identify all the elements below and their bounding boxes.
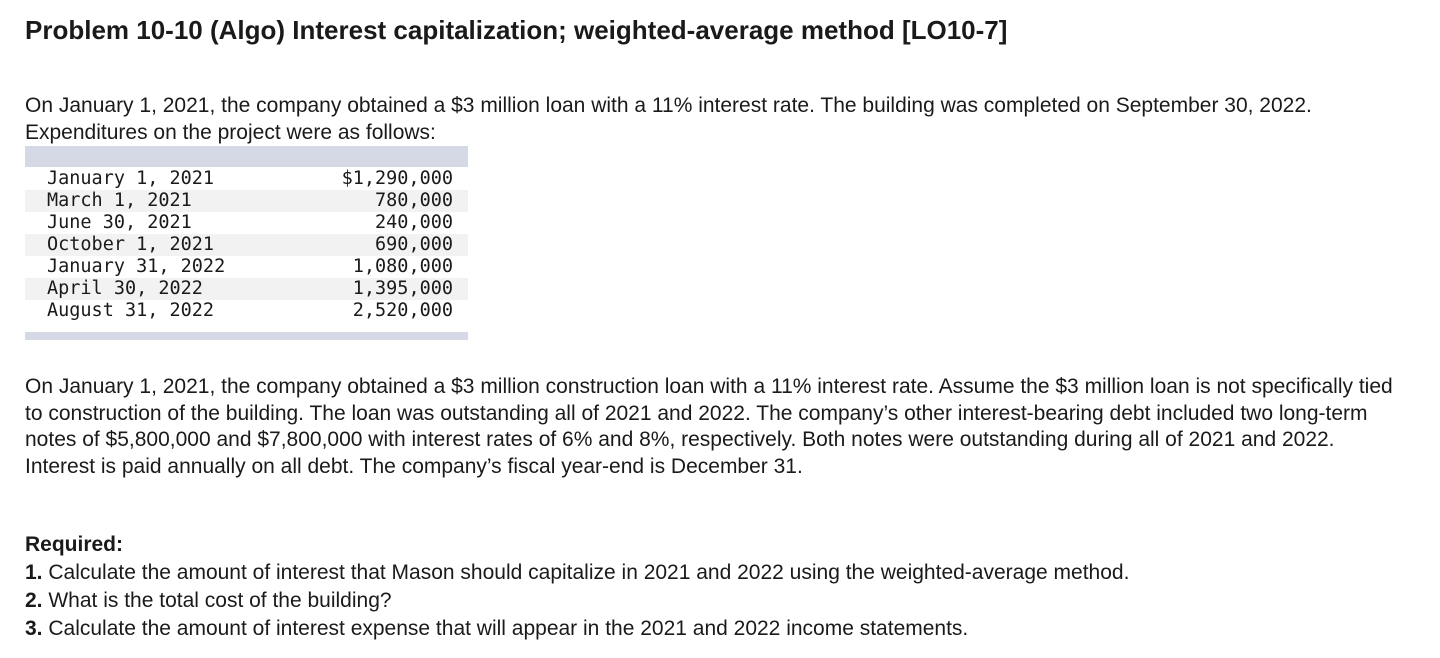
required-item-number: 2. bbox=[25, 589, 43, 612]
expenditure-date: January 1, 2021 bbox=[47, 168, 215, 189]
table-row bbox=[25, 300, 468, 322]
expenditure-amount: 690,000 bbox=[375, 234, 453, 255]
expenditure-amount: 240,000 bbox=[375, 212, 453, 233]
expenditure-date: June 30, 2021 bbox=[47, 212, 192, 233]
expenditure-amount: 780,000 bbox=[375, 190, 453, 211]
expenditure-date: October 1, 2021 bbox=[47, 234, 215, 255]
table-row bbox=[25, 168, 468, 190]
expenditure-date: January 31, 2022 bbox=[47, 256, 226, 277]
intro-paragraph: On January 1, 2021, the company obtained a $3 million loan with a 11% interest rate. The building was completed on September 30, 2022. Expenditures on the project were as follows: bbox=[25, 94, 1312, 144]
table-header-band bbox=[25, 146, 468, 167]
table-row bbox=[25, 212, 468, 234]
expenditures-table bbox=[25, 146, 468, 340]
expenditure-amount: 2,520,000 bbox=[352, 300, 453, 321]
table-row bbox=[25, 234, 468, 256]
expenditure-amount: 1,395,000 bbox=[352, 278, 453, 299]
expenditure-amount: $1,290,000 bbox=[341, 168, 453, 189]
required-heading: Required: bbox=[25, 533, 124, 556]
expenditure-date: March 1, 2021 bbox=[47, 190, 192, 211]
expenditure-amount: 1,080,000 bbox=[352, 256, 453, 277]
table-row bbox=[25, 256, 468, 278]
expenditure-date: August 31, 2022 bbox=[47, 300, 215, 321]
details-paragraph: On January 1, 2021, the company obtained a $3 million construction loan with a 11% interest rate. Assume the $3 million loan is not specifically tied to construction of the building. The loan was outstanding all of 2021 and 2022. The company’s other interest-bearing debt included two long-term notes of $5,800,000 and $7,800,000 with interest rates of 6% and 8%, respectively. Both notes were outstanding during all of 2021 and 2022. Interest is paid annually on all debt. The company’s fiscal year-end is December 31. bbox=[25, 375, 1393, 478]
required-item-text: Calculate the amount of interest expense that will appear in the 2021 and 2022 income statements. bbox=[48, 617, 969, 640]
expenditure-date: April 30, 2022 bbox=[47, 278, 203, 299]
required-item bbox=[25, 559, 1405, 587]
table-row bbox=[25, 278, 468, 300]
table-row bbox=[25, 190, 468, 212]
table-footer-band bbox=[25, 332, 468, 340]
required-item bbox=[25, 587, 1405, 615]
required-item-text: Calculate the amount of interest that Mason should capitalize in 2021 and 2022 using the weighted-average method. bbox=[48, 561, 1130, 584]
required-item-number: 1. bbox=[25, 561, 43, 584]
expenditures-rows bbox=[25, 168, 468, 322]
required-item bbox=[25, 615, 1405, 643]
required-item-text: What is the total cost of the building? bbox=[48, 589, 392, 612]
required-section bbox=[25, 531, 1405, 643]
problem-title: Problem 10-10 (Algo) Interest capitalization; weighted-average method [LO10-7] bbox=[25, 15, 1008, 45]
required-item-number: 3. bbox=[25, 617, 43, 640]
